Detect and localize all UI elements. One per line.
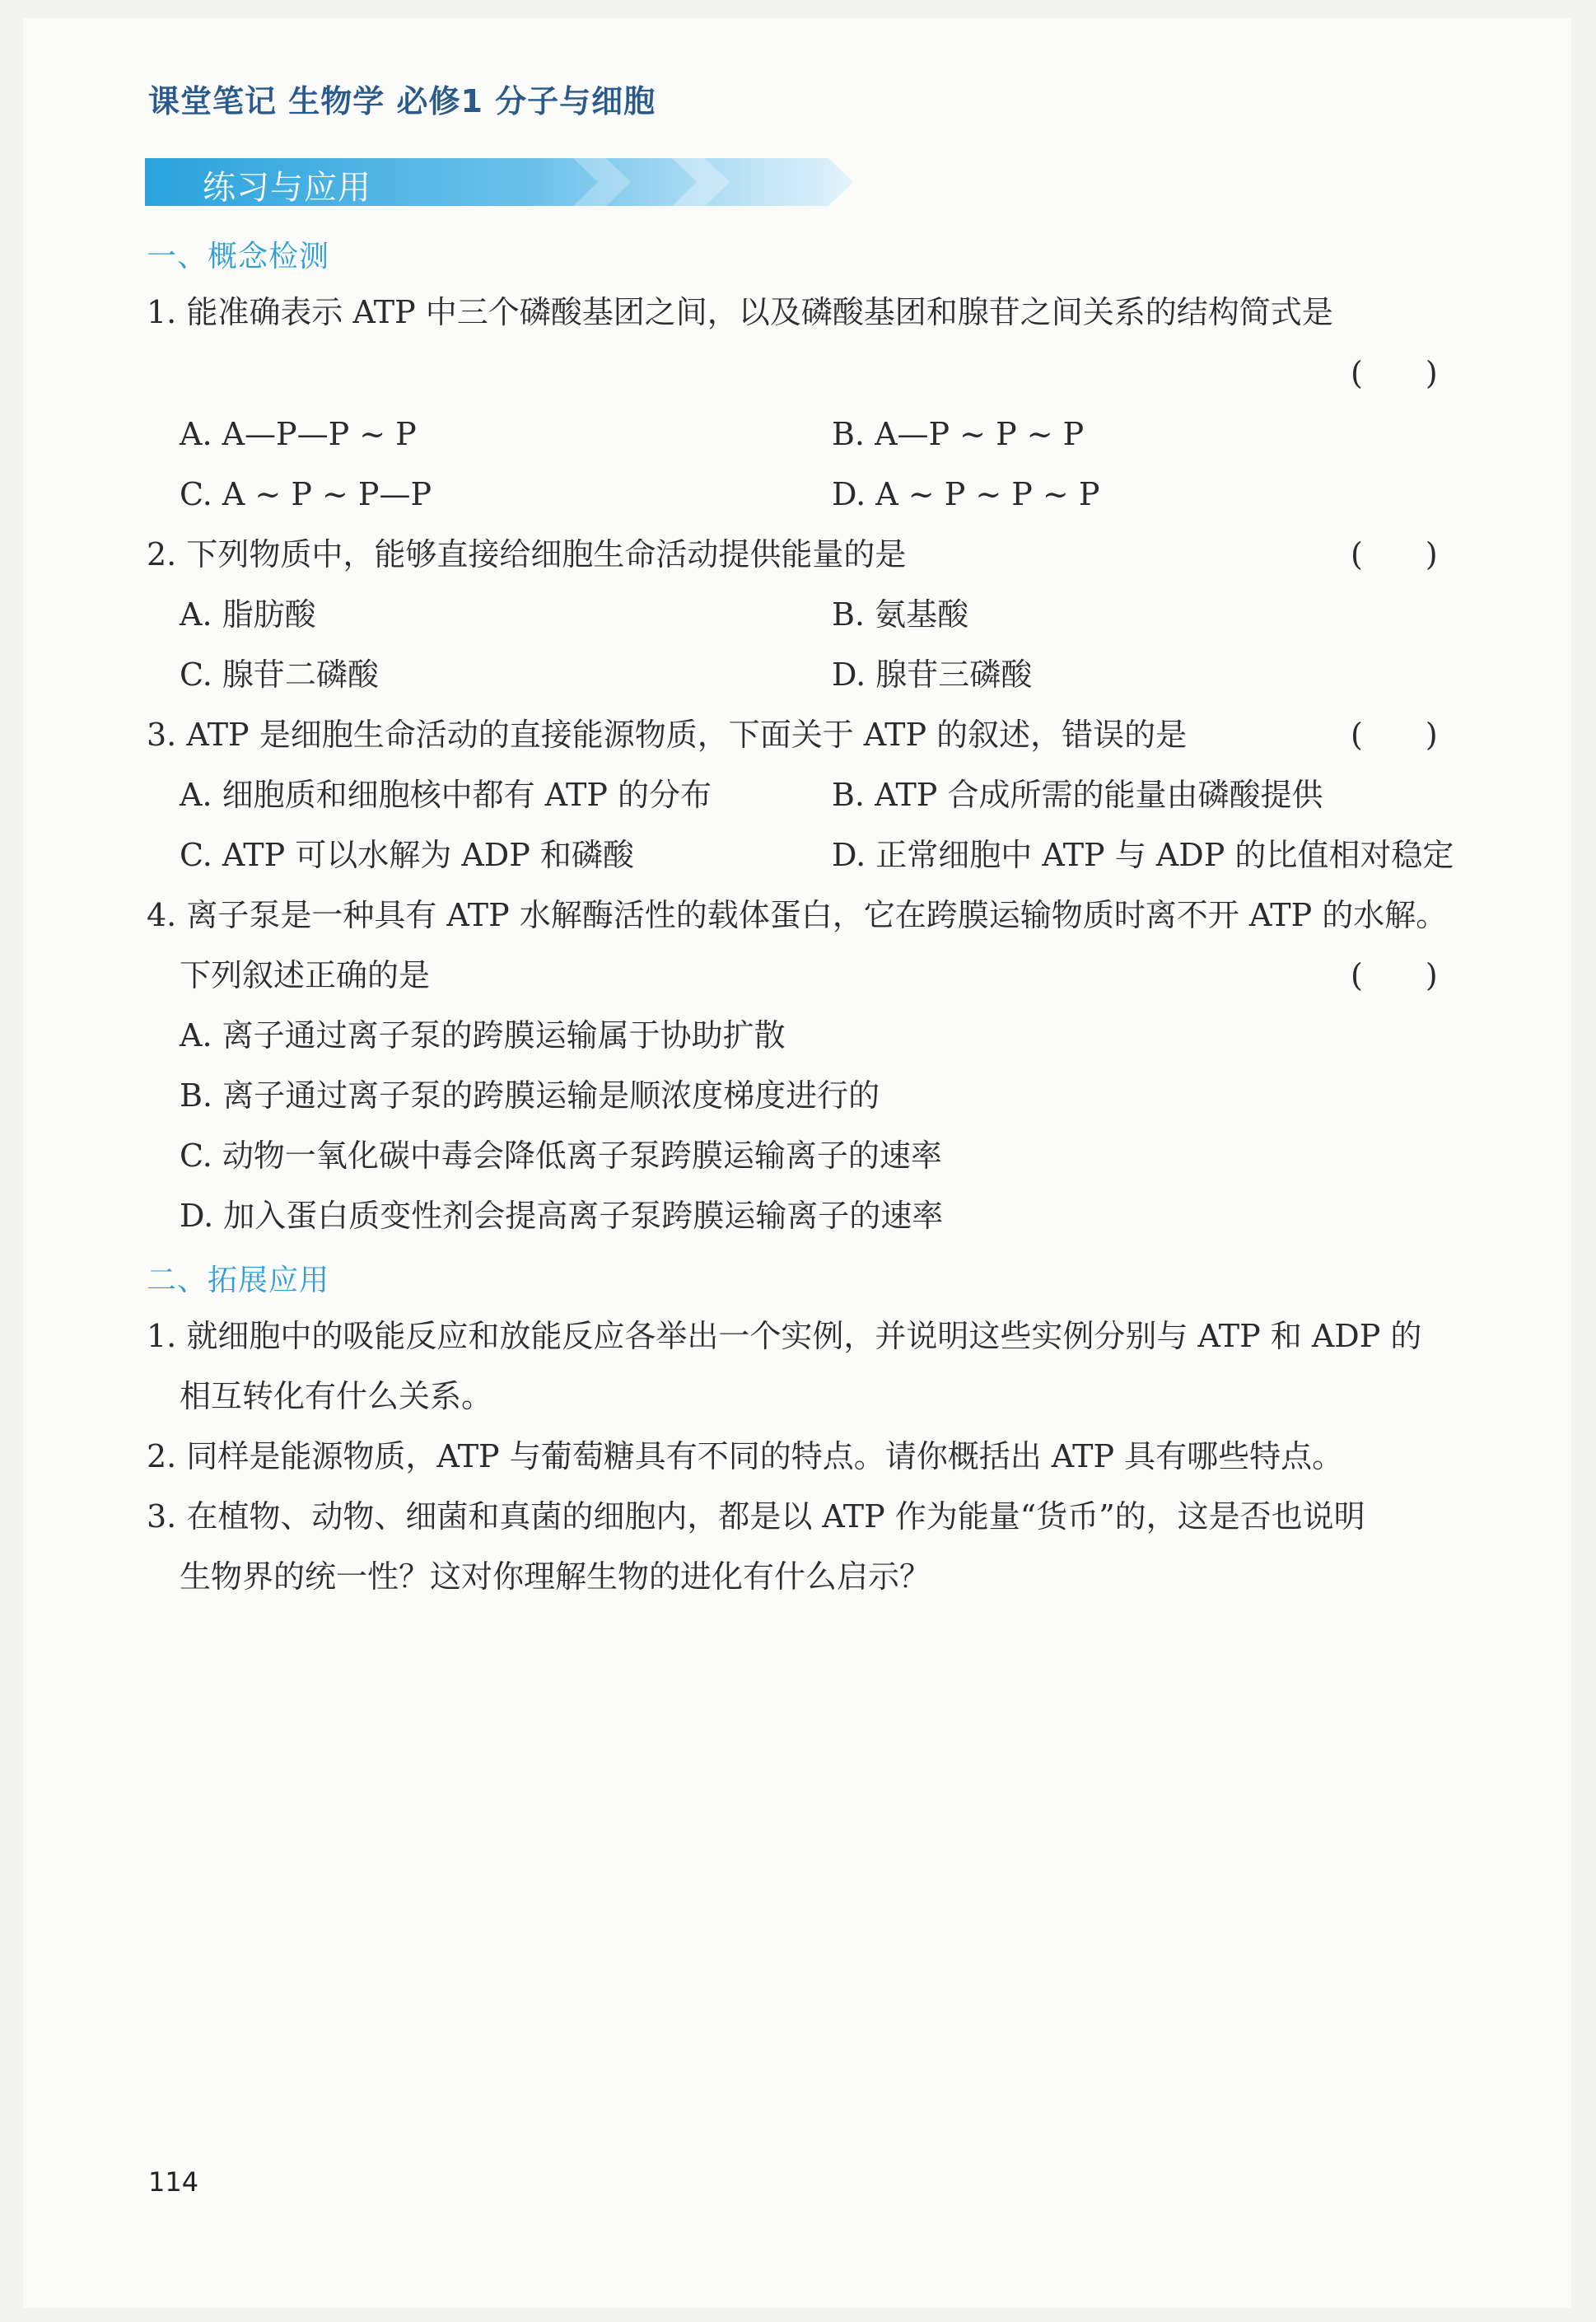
option-c: C. ATP 可以水解为 ADP 和磷酸	[180, 837, 634, 873]
option-b: B. A—P ~ P ~ P	[832, 416, 1085, 452]
answer-bracket: ( )	[1351, 957, 1438, 993]
section-banner	[145, 158, 853, 206]
option-c: C. A ~ P ~ P—P	[180, 476, 432, 512]
banner-title: 练习与应用	[203, 169, 371, 207]
answer-bracket: ( )	[1351, 536, 1438, 572]
extension-question-2: 2. 同样是能源物质，ATP 与葡萄糖具有不同的特点。请你概括出 ATP 具有哪些特点。	[147, 1438, 1344, 1474]
option-a: A. 脂肪酸	[180, 596, 316, 633]
option-c: C. 腺苷二磷酸	[180, 656, 379, 693]
answer-bracket: ( )	[1351, 355, 1438, 391]
extension-question-3: 3. 在植物、动物、细菌和真菌的细胞内，都是以 ATP 作为能量“货币”的，这是否也说明	[147, 1498, 1365, 1535]
option-a: A. 离子通过离子泵的跨膜运输属于协助扩散	[180, 1017, 786, 1054]
option-a: A. A—P—P ~ P	[180, 416, 417, 452]
option-a: A. 细胞质和细胞核中都有 ATP 的分布	[180, 777, 712, 813]
option-b: B. 离子通过离子泵的跨膜运输是顺浓度梯度进行的	[180, 1077, 880, 1114]
option-d: D. 腺苷三磷酸	[832, 656, 1033, 693]
option-b: B. ATP 合成所需的能量由磷酸提供	[832, 777, 1323, 813]
question-3-stem: 3. ATP 是细胞生命活动的直接能源物质，下面关于 ATP 的叙述，错误的是	[147, 717, 1188, 753]
extension-question-3-continued: 生物界的统一性？这对你理解生物的进化有什么启示？	[180, 1558, 931, 1595]
option-d: D. 正常细胞中 ATP 与 ADP 的比值相对稳定	[832, 837, 1454, 873]
question-2-stem: 2. 下列物质中，能够直接给细胞生命活动提供能量的是	[147, 536, 907, 572]
section-heading-extended-application: 二、拓展应用	[147, 1264, 330, 1297]
answer-bracket: ( )	[1351, 717, 1438, 753]
option-c: C. 动物一氧化碳中毒会降低离子泵跨膜运输离子的速率	[180, 1138, 942, 1174]
section-heading-concept-check: 一、概念检测	[147, 240, 330, 273]
option-b: B. 氨基酸	[832, 596, 969, 633]
option-d: D. A ~ P ~ P ~ P	[832, 476, 1100, 512]
running-header: 课堂笔记 生物学 必修1 分子与细胞	[148, 83, 656, 119]
option-d: D. 加入蛋白质变性剂会提高离子泵跨膜运输离子的速率	[180, 1198, 944, 1234]
question-4-stem: 4. 离子泵是一种具有 ATP 水解酶活性的载体蛋白，它在跨膜运输物质时离不开 ATP 的水解。	[147, 897, 1448, 933]
extension-question-1-continued: 相互转化有什么关系。	[180, 1378, 493, 1414]
question-4-stem-continued: 下列叙述正确的是	[180, 957, 431, 993]
question-1-stem: 1. 能准确表示 ATP 中三个磷酸基团之间，以及磷酸基团和腺苷之间关系的结构简式是	[147, 294, 1333, 330]
extension-question-1: 1. 就细胞中的吸能反应和放能反应各举出一个实例，并说明这些实例分别与 ATP 和 ADP 的	[147, 1318, 1422, 1354]
page-number: 114	[148, 2166, 199, 2198]
